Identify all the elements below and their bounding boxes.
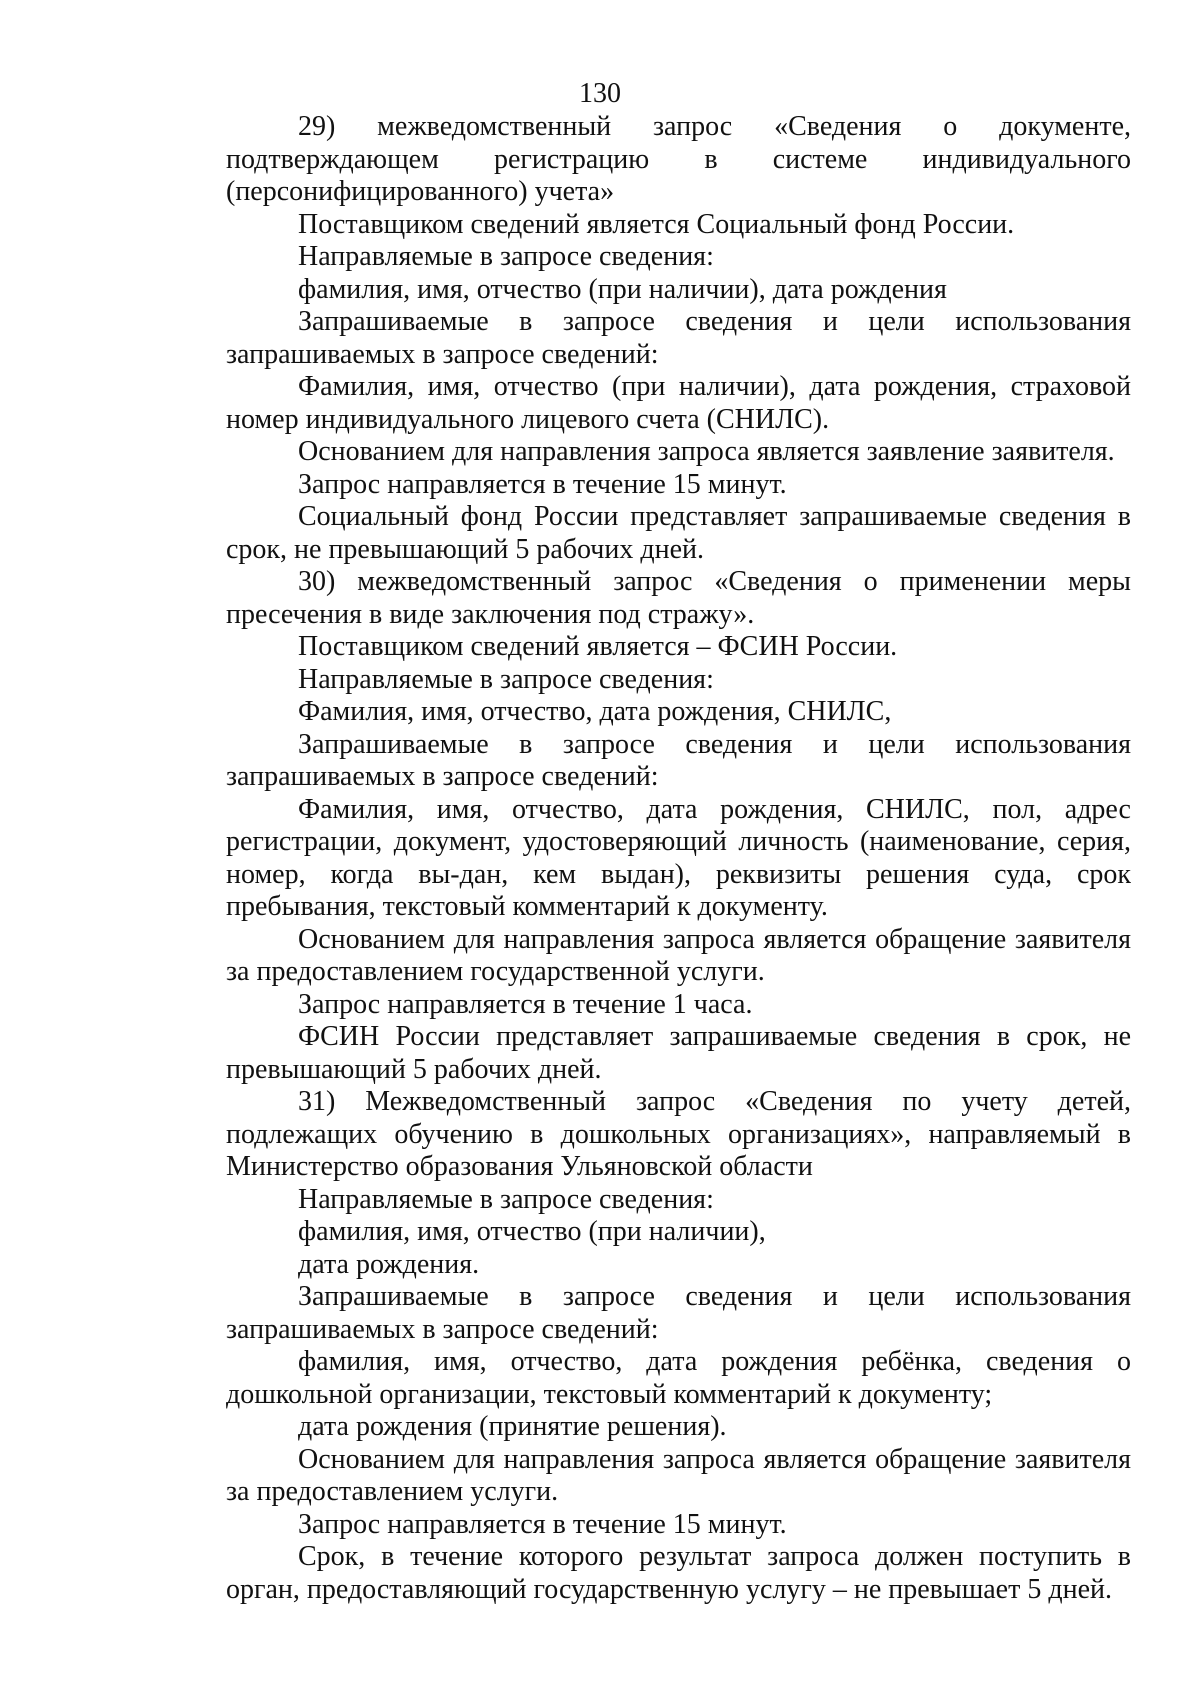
paragraph: Фамилия, имя, отчество (при наличии), дата рождения, страховой номер индивидуального лицевого счета (СНИЛС). (226, 371, 1131, 435)
paragraph: Запрос направляется в течение 15 минут. (298, 468, 787, 500)
paragraph: дата рождения (принятие решения). (298, 1411, 727, 1442)
paragraph: Направляемые в запросе сведения: (298, 241, 714, 272)
paragraph-29-title: 29) межведомственный запрос «Сведения о документе, подтверждающем регистрацию в системе индивидуального (персонифицированного) учета» (226, 111, 1131, 207)
paragraph: ФСИН России представляет запрашиваемые сведения в срок, не превышающий 5 рабочих дней. (226, 1021, 1131, 1085)
paragraph-30-title: 30) межведомственный запрос «Сведения о применении меры пресечения в виде заключения под стражу». (226, 566, 1131, 630)
paragraph: Запрашиваемые в запросе сведения и цели использования запрашиваемых в запросе сведений: (226, 1281, 1131, 1345)
paragraph: фамилия, имя, отчество, дата рождения ребёнка, сведения о дошкольной организации, текстовый комментарий к документу; (226, 1346, 1131, 1410)
paragraph: Основанием для направления запроса является обращение заявителя за предоставлением государственной услуги. (226, 923, 1131, 987)
paragraph: Запрашиваемые в запросе сведения и цели использования запрашиваемых в запросе сведений: (226, 306, 1131, 370)
paragraph: Основанием для направления запроса является обращение заявителя за предоставлением услуги. (226, 1443, 1131, 1507)
page-number: 130 (579, 78, 621, 109)
paragraph: фамилия, имя, отчество (при наличии), дата рождения (298, 273, 947, 305)
paragraph-31-title: 31) Межведомственный запрос «Сведения по учету детей, подлежащих обучению в дошкольных организациях», направляемый в Министерство образования Ульяновской области (226, 1086, 1131, 1182)
paragraph: Основанием для направления запроса является заявление заявителя. (298, 436, 1115, 467)
paragraph: Запрашиваемые в запросе сведения и цели использования запрашиваемых в запросе сведений: (226, 728, 1131, 792)
paragraph: дата рождения. (298, 1248, 480, 1280)
paragraph: Социальный фонд России представляет запрашиваемые сведения в срок, не превышающий 5 рабочих дней. (226, 501, 1131, 565)
paragraph: Срок, в течение которого результат запроса должен поступить в орган, предоставляющий государственную услугу – не превышает 5 дней. (226, 1541, 1131, 1605)
paragraph: фамилия, имя, отчество (при наличии), (298, 1216, 766, 1247)
paragraph: Поставщиком сведений является – ФСИН России. (298, 631, 898, 662)
document-body (226, 111, 1131, 1606)
paragraph: Фамилия, имя, отчество, дата рождения, СНИЛС, пол, адрес регистрации, документ, удостоверяющий личность (наименование, серия, номер, когда вы-дан, кем выдан), реквизиты решения суда, срок пребывания, текстовый комментарий к документу. (226, 793, 1131, 922)
paragraph: Фамилия, имя, отчество, дата рождения, СНИЛС, (298, 696, 892, 727)
paragraph: Запрос направляется в течение 15 минут. (298, 1508, 787, 1540)
paragraph: Поставщиком сведений является Социальный фонд России. (298, 208, 1015, 240)
paragraph: Направляемые в запросе сведения: (298, 1183, 714, 1215)
paragraph: Направляемые в запросе сведения: (298, 663, 714, 695)
paragraph: Запрос направляется в течение 1 часа. (298, 988, 753, 1020)
